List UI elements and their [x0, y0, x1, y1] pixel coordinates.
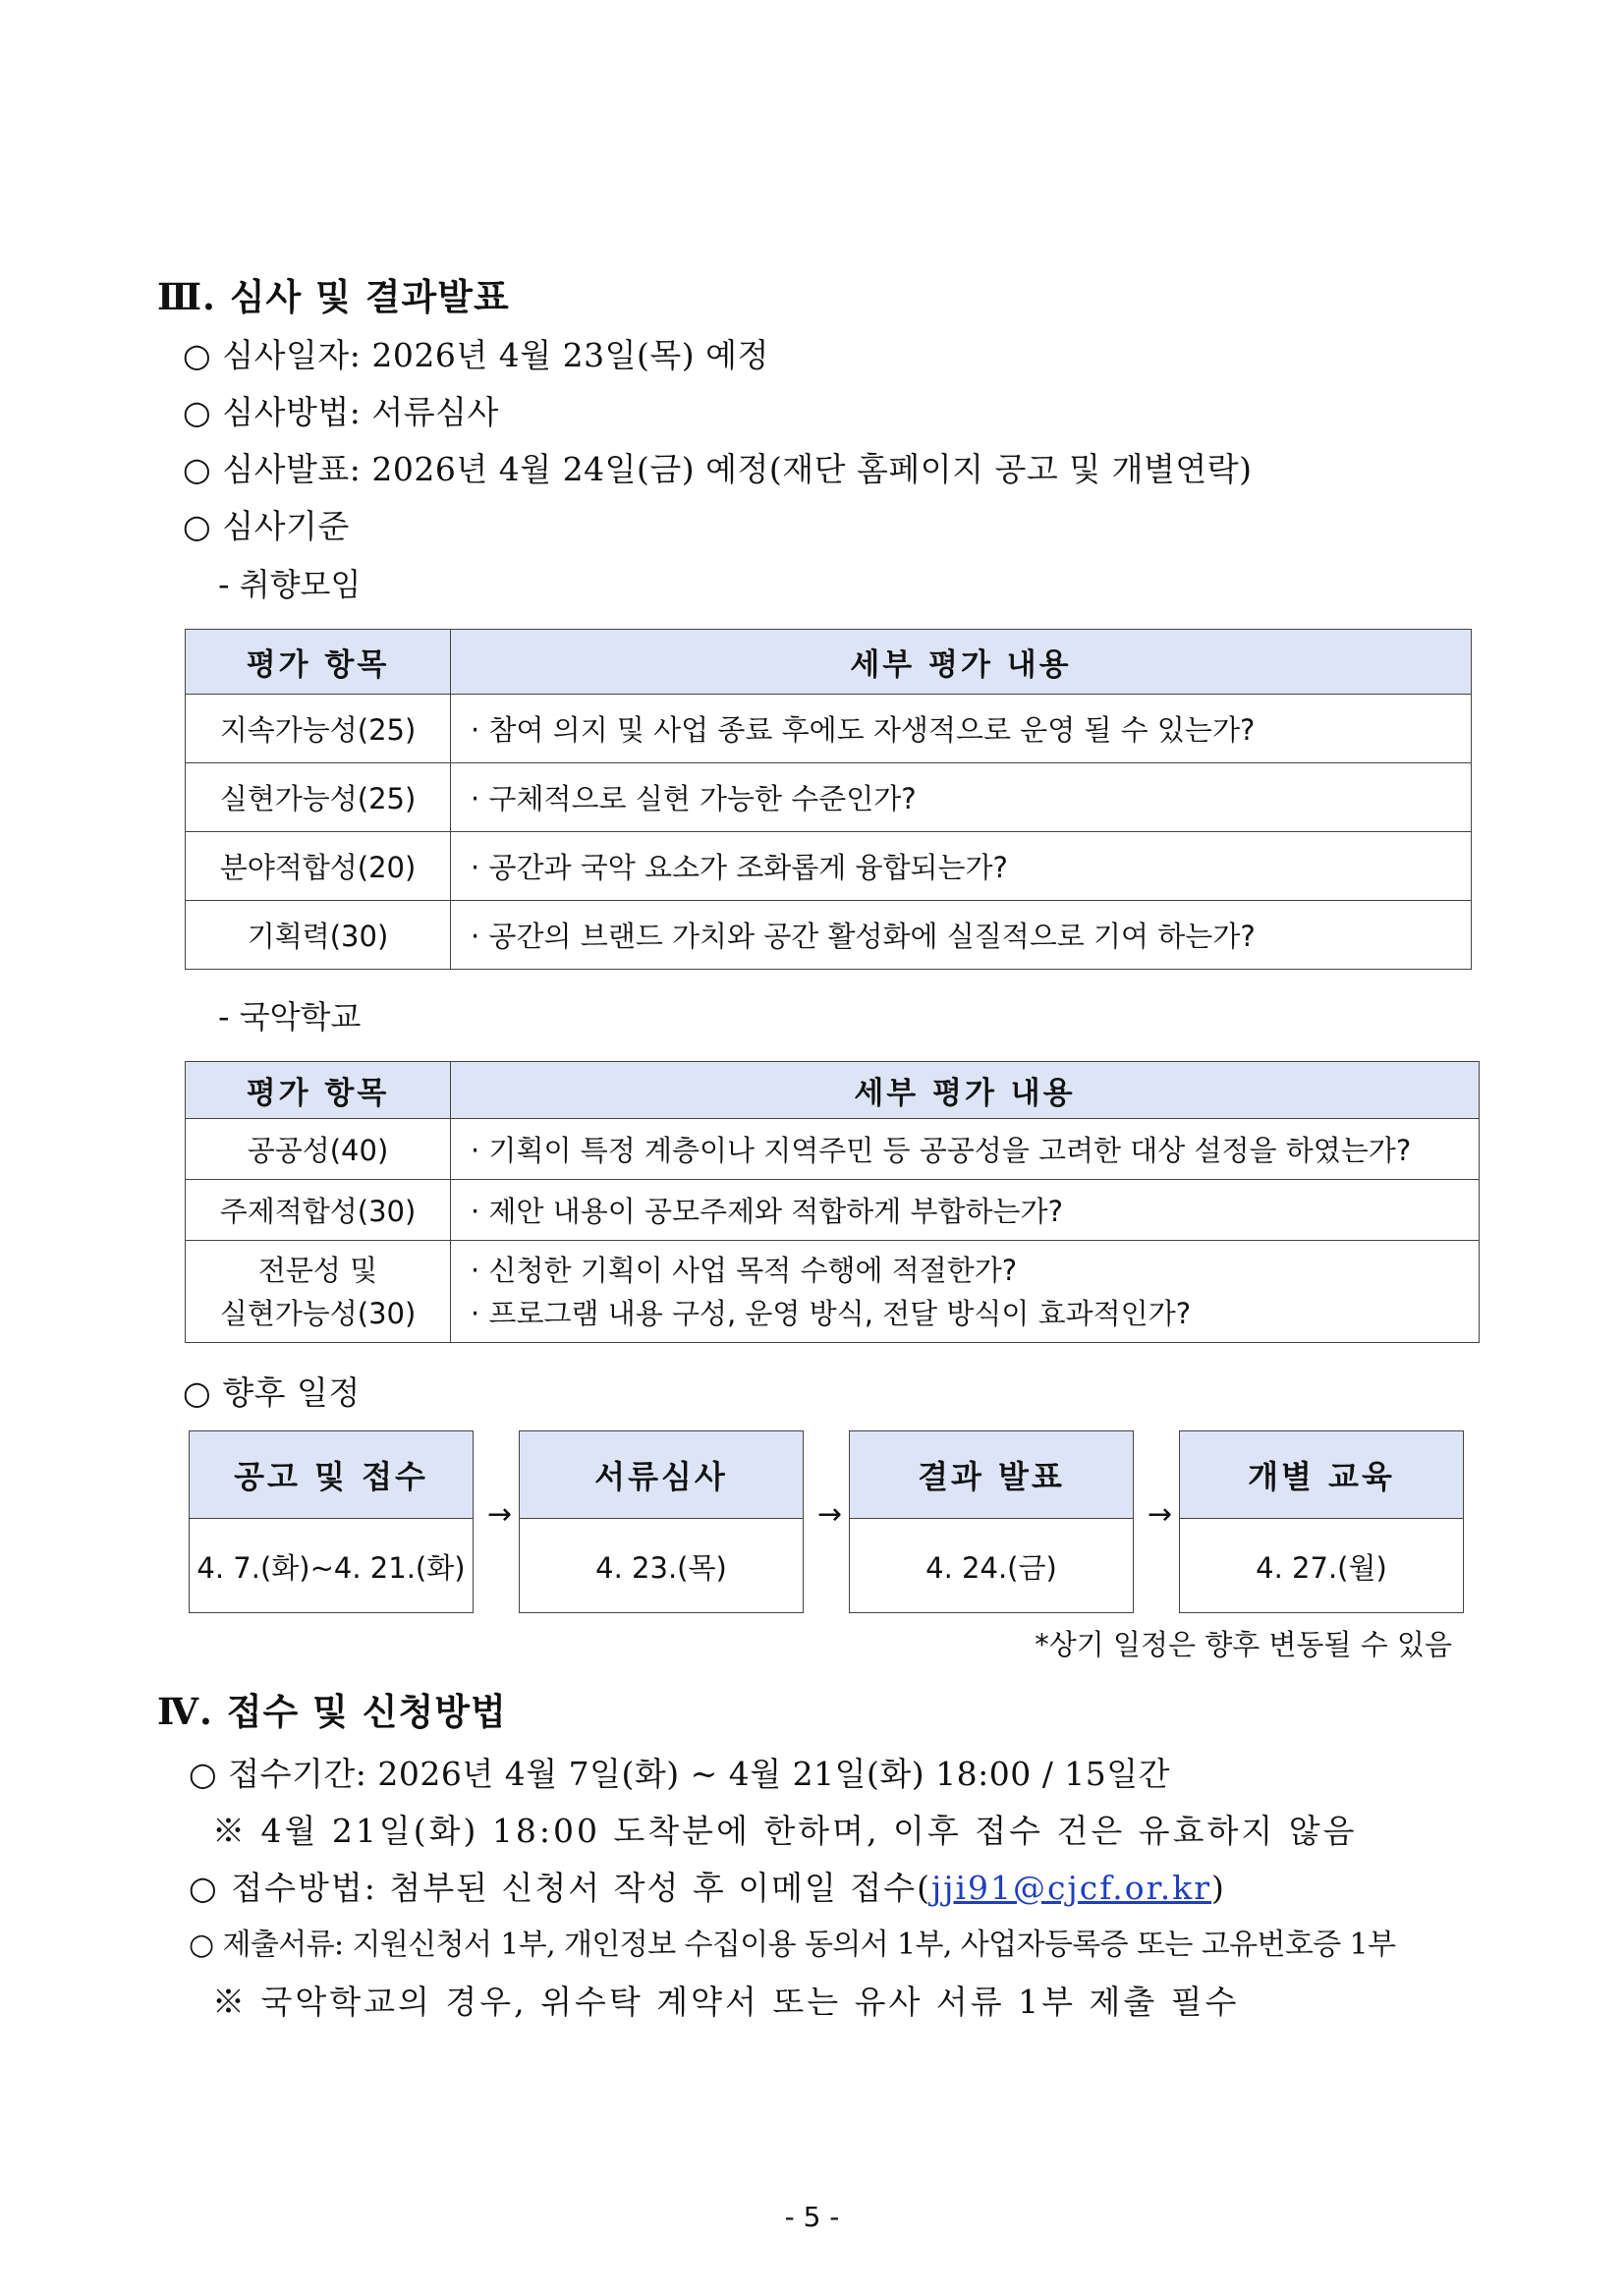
criteria-desc: · 구체적으로 실현 가능한 수준인가? — [451, 763, 1472, 832]
header-item: 평가 항목 — [186, 1062, 451, 1119]
table-row — [186, 763, 1472, 832]
table1-label: - 취향모임 — [218, 566, 362, 603]
table-row — [186, 1241, 1480, 1343]
criteria-desc: · 제안 내용이 공모주제와 적합하게 부합하는가? — [451, 1180, 1480, 1241]
review-date: ○ 심사일자: 2026년 4월 23일(목) 예정 — [183, 336, 769, 374]
application-period-note: ※ 4월 21일(화) 18:00 도착분에 한하며, 이후 접수 건은 유효하지 않음 — [212, 1812, 1358, 1850]
application-period: ○ 접수기간: 2026년 4월 7일(화) ~ 4월 21일(화) 18:00 / 15일간 — [189, 1755, 1171, 1793]
required-documents-note: ※ 국악학교의 경우, 위수탁 계약서 또는 유사 서류 1부 제출 필수 — [212, 1983, 1240, 2021]
application-method — [189, 1863, 1226, 1909]
section3-title: Ⅲ. 심사 및 결과발표 — [157, 275, 510, 318]
criteria-desc: · 참여 의지 및 사업 종료 후에도 자생적으로 운영 될 수 있는가? — [451, 695, 1472, 763]
criteria-name-line1: 전문성 및 — [257, 1253, 378, 1287]
schedule-step-date: 4. 7.(화)~4. 21.(화) — [196, 1550, 466, 1585]
table-row — [186, 695, 1472, 763]
required-documents: ○ 제출서류: 지원신청서 1부, 개인정보 수집이용 동의서 1부, 사업자등록증 또는 고유번호증 1부 — [189, 1928, 1396, 1962]
table-row — [186, 901, 1472, 970]
table-row — [186, 1119, 1480, 1180]
header-detail: 세부 평가 내용 — [451, 1062, 1480, 1119]
schedule-step-title: 결과 발표 — [850, 1431, 1133, 1519]
schedule-step — [1179, 1430, 1464, 1613]
criteria-name — [186, 1241, 451, 1343]
table2-label: - 국악학교 — [218, 998, 362, 1036]
review-announcement: ○ 심사발표: 2026년 4월 24일(금) 예정(재단 홈페이지 공고 및 개별연락) — [183, 450, 1253, 488]
criteria-name-line2: 실현가능성(30) — [219, 1296, 417, 1330]
table-header-row — [186, 630, 1472, 695]
section4-title: Ⅳ. 접수 및 신청방법 — [157, 1690, 507, 1733]
criteria-desc: · 공간과 국악 요소가 조화롭게 융합되는가? — [451, 832, 1472, 901]
review-method: ○ 심사방법: 서류심사 — [183, 393, 499, 431]
schedule-label: ○ 향후 일정 — [183, 1373, 361, 1412]
header-item: 평가 항목 — [186, 630, 451, 695]
schedule-step-title: 공고 및 접수 — [190, 1431, 473, 1519]
table-header-row — [186, 1062, 1480, 1119]
review-criteria: ○ 심사기준 — [183, 507, 350, 545]
criteria-table-school — [185, 1061, 1480, 1343]
criteria-desc-line2: · 프로그램 내용 구성, 운영 방식, 전달 방식이 효과적인가? — [471, 1296, 1192, 1330]
email-link[interactable]: jji91@cjcf.or.kr — [931, 1869, 1212, 1907]
criteria-table-hobby — [185, 629, 1472, 970]
criteria-desc: · 공간의 브랜드 가치와 공간 활성화에 실질적으로 기여 하는가? — [451, 901, 1472, 970]
schedule-step — [519, 1430, 804, 1613]
criteria-name: 분야적합성(20) — [186, 832, 451, 901]
schedule-step-title: 서류심사 — [520, 1431, 803, 1519]
right-arrow-icon: → — [817, 1497, 843, 1532]
criteria-desc-line1: · 신청한 기획이 사업 목적 수행에 적절한가? — [471, 1253, 1018, 1287]
criteria-desc — [451, 1241, 1480, 1343]
application-method-close: ) — [1211, 1869, 1226, 1907]
schedule-step-title: 개별 교육 — [1180, 1431, 1463, 1519]
criteria-name: 기획력(30) — [186, 901, 451, 970]
schedule-step — [849, 1430, 1134, 1613]
header-detail: 세부 평가 내용 — [451, 630, 1472, 695]
criteria-name: 지속가능성(25) — [186, 695, 451, 763]
schedule-step — [189, 1430, 474, 1613]
schedule-note: *상기 일정은 향후 변동될 수 있음 — [1035, 1628, 1452, 1661]
right-arrow-icon: → — [487, 1497, 513, 1532]
table-row — [186, 1180, 1480, 1241]
right-arrow-icon: → — [1148, 1497, 1173, 1532]
schedule-step-date: 4. 27.(월) — [1256, 1550, 1387, 1585]
page-number: - 5 - — [784, 2201, 840, 2233]
table-row — [186, 832, 1472, 901]
schedule-step-date: 4. 23.(목) — [595, 1550, 727, 1585]
criteria-desc: · 기획이 특정 계층이나 지역주민 등 공공성을 고려한 대상 설정을 하였는가? — [451, 1119, 1480, 1180]
criteria-name: 공공성(40) — [186, 1119, 451, 1180]
criteria-name: 실현가능성(25) — [186, 763, 451, 832]
application-method-text: ○ 접수방법: 첨부된 신청서 작성 후 이메일 접수( — [189, 1869, 932, 1907]
schedule-step-date: 4. 24.(금) — [925, 1550, 1057, 1585]
criteria-name: 주제적합성(30) — [186, 1180, 451, 1241]
